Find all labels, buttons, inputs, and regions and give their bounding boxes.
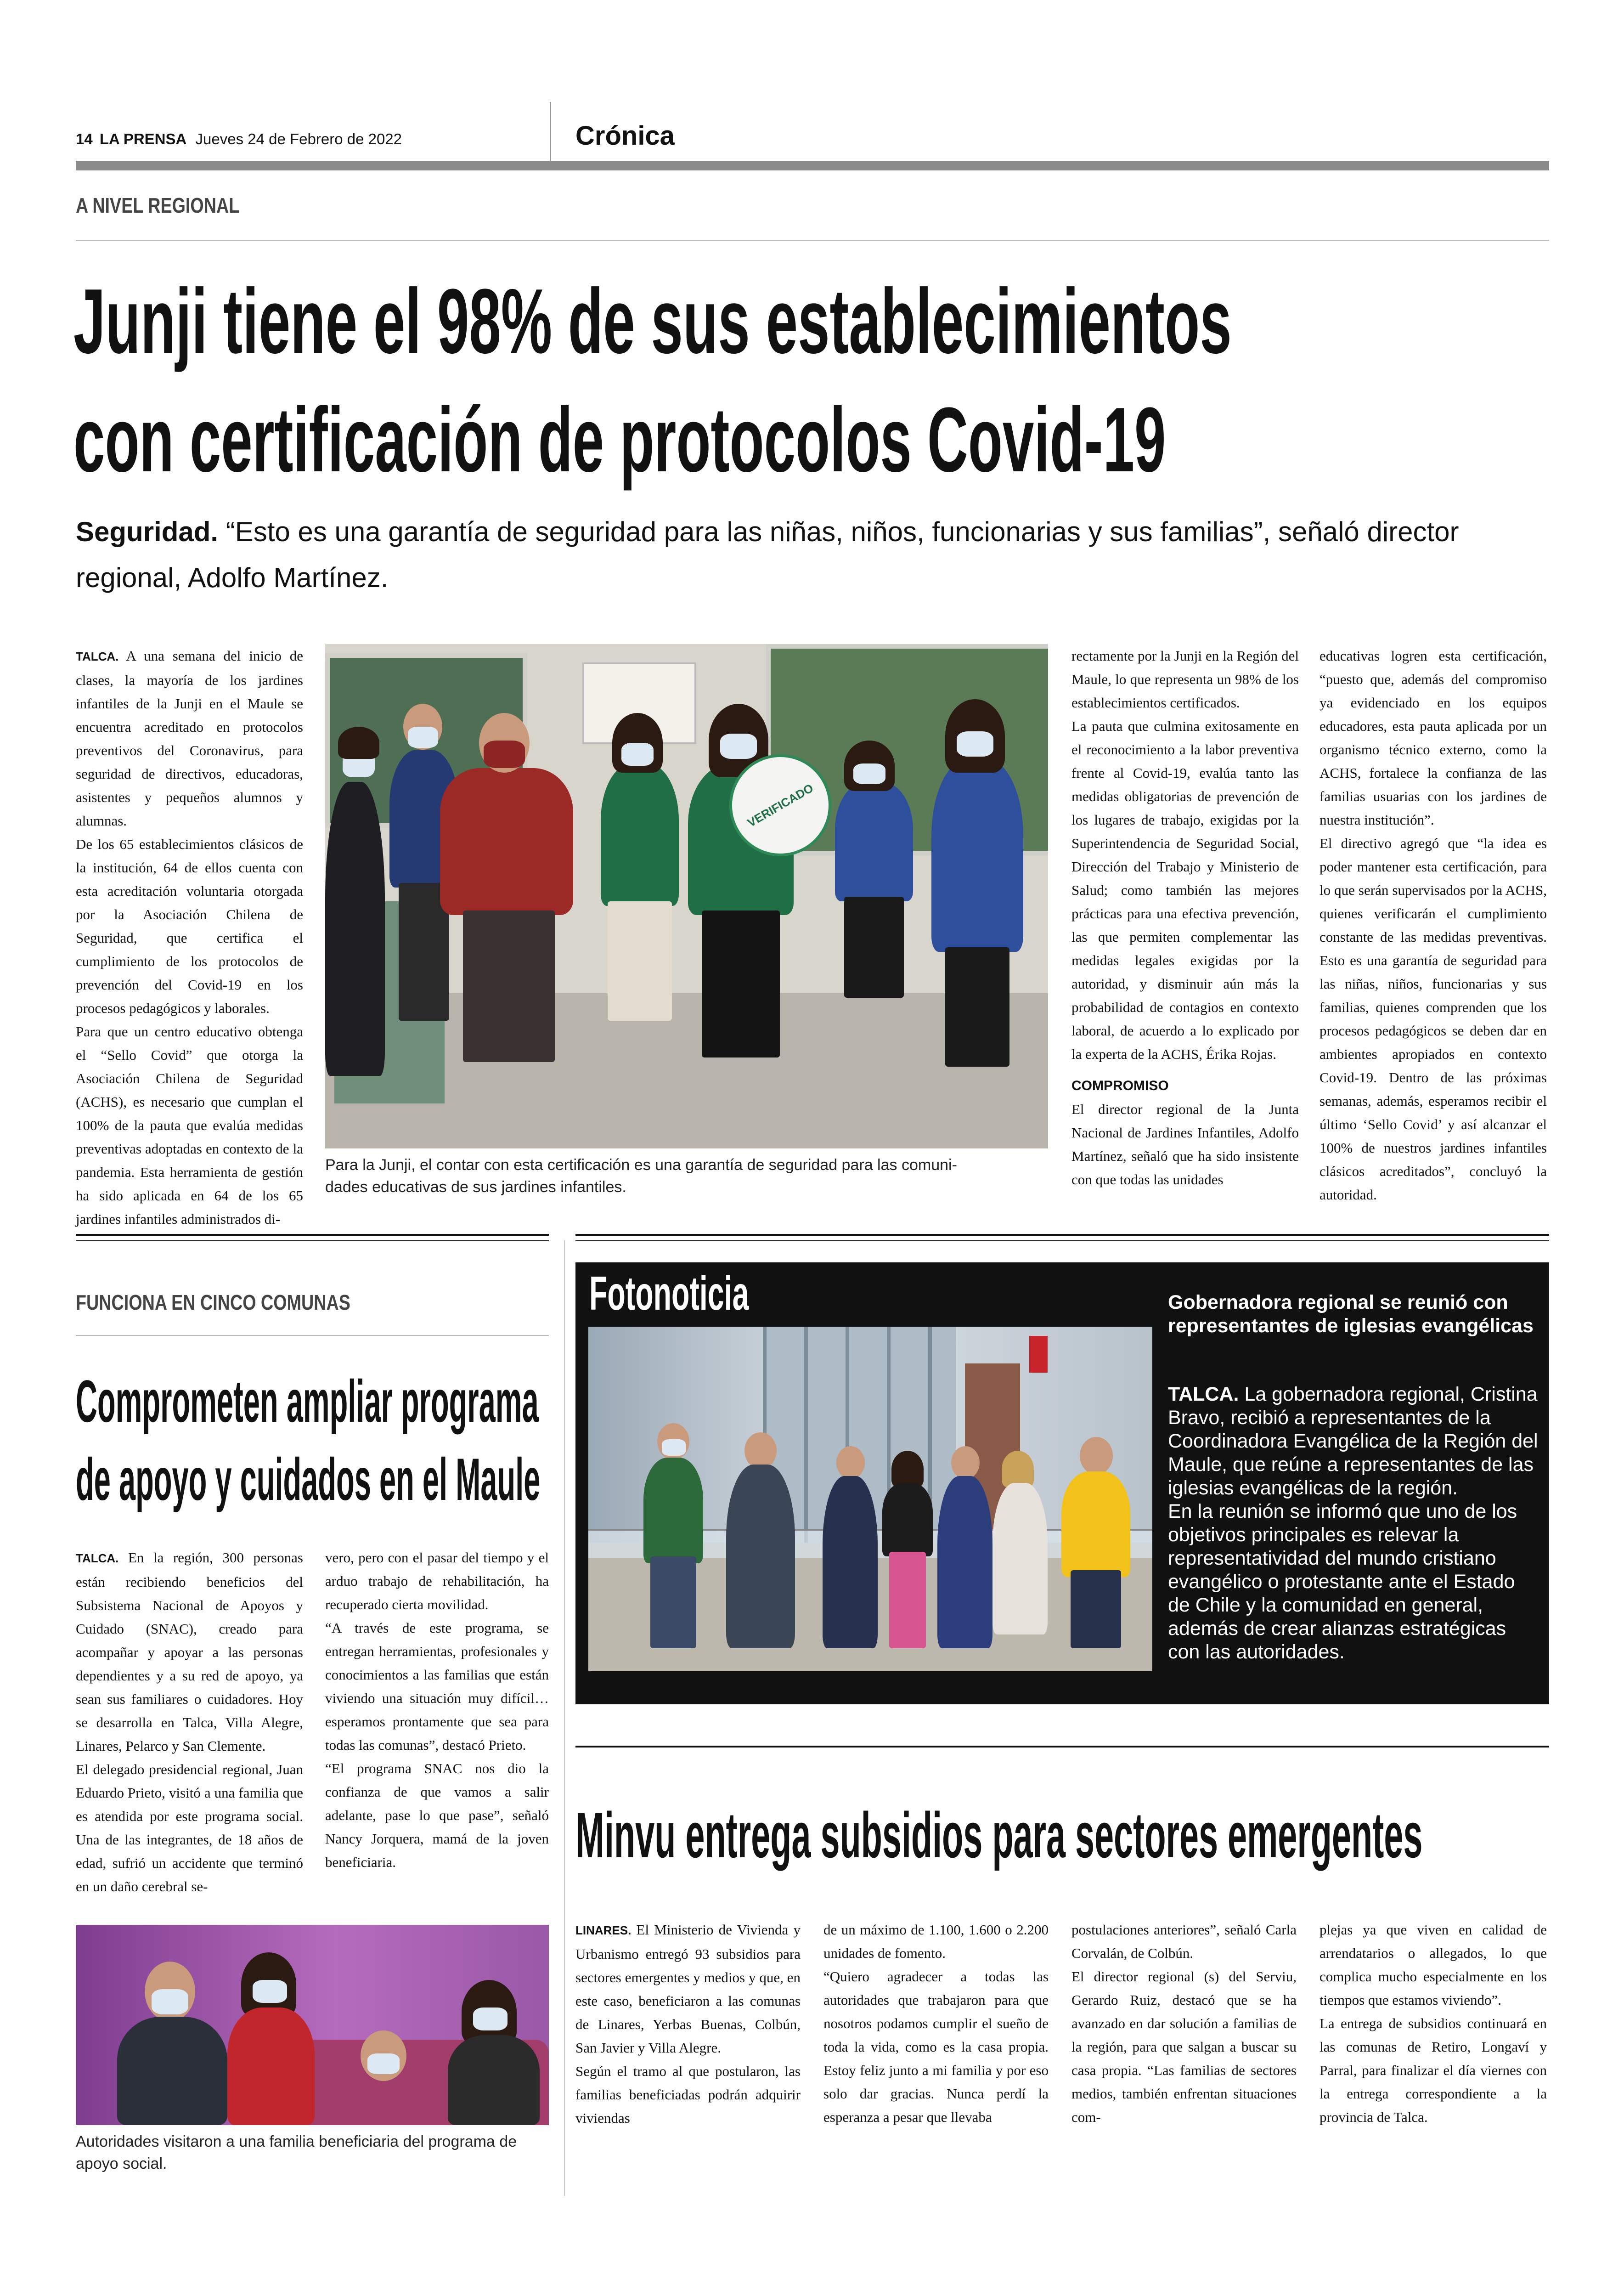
fn-person-2: [726, 1465, 795, 1648]
fotonoticia-box: [575, 1262, 1549, 1704]
paper-name: LA PRENSA: [99, 130, 187, 147]
person-6: [835, 782, 913, 901]
minvu-col-4: [1320, 1918, 1547, 2129]
header-divider: [550, 102, 551, 162]
fn-head-2: [744, 1432, 777, 1469]
mask-6: [853, 763, 885, 784]
section-name: Crónica: [575, 121, 675, 151]
fn-person-4: [882, 1483, 933, 1556]
minvu-col3-p2: El director regional (s) del Serviu, Gerardo Ruiz, destacó que se ha avanzado en dar solución a familias de la región, para que salgan a buscar su casa propia. “Las familias de sectores medios, también enfrentan situaciones com-: [1071, 1968, 1297, 2125]
fn-person-6: [992, 1483, 1048, 1634]
person-5-legs: [702, 910, 780, 1058]
caption-line-1: Para la Junji, el contar con esta certificación es una garantía de seguridad para las comuni-: [325, 1156, 957, 1174]
main-col1-p1: [76, 644, 303, 832]
mask-3: [484, 741, 525, 768]
fn-hair-6: [1002, 1451, 1034, 1487]
person-4: [601, 763, 679, 906]
main-col1-p3: Para que un centro educativo obtenga el “Sello Covid” que otorga la Asociación Chilena de Seguridad (ACHS), es necesario que cumplan el 100% de la pauta que evalúa medidas preventivas adoptadas en contexto de la pandemia. Esta herramienta de gestión ha sido aplicada en 64 de los 65 jardines infantiles administrados di-: [76, 1024, 303, 1227]
left-headline-line1: Comprometen ampliar programa: [76, 1368, 539, 1435]
fn-person-5: [937, 1476, 992, 1648]
left-col2-p1: vero, pero con el pasar del tiempo y el arduo trabajo de rehabilitación, ha recuperado cierta movilidad.: [325, 1549, 549, 1612]
left-col1-p2: El delegado presidencial regional, Juan Eduardo Prieto, visitó a una familia que es atendida por este programa social. Una de las integrantes, de 18 años de edad, sufrió un accidente que terminó en un daño cerebral se-: [76, 1761, 303, 1894]
compromiso-subhead: COMPROMISO: [1071, 1078, 1169, 1093]
lower-right-double-rule: [575, 1234, 1549, 1236]
fn-person-1: [643, 1458, 703, 1563]
fn-person-7: [1061, 1471, 1130, 1577]
fotonoticia-photo: [588, 1327, 1152, 1671]
minvu-col-3: [1071, 1918, 1297, 2129]
fn-mask-1: [662, 1439, 686, 1456]
left-headline-line2: de apoyo y cuidados en el Maule: [76, 1446, 541, 1513]
woman-red-jacket: [227, 2008, 315, 2125]
vertical-divider: [564, 1240, 565, 2196]
main-col2-p1: rectamente por la Junji en la Región del Maule, lo que representa un 98% de los establecimientos certificados.: [1071, 648, 1299, 711]
deck-label: Seguridad.: [76, 516, 219, 547]
issue-date: Jueves 24 de Febrero de 2022: [195, 130, 402, 147]
fn-person-7-legs: [1071, 1570, 1121, 1648]
fn-person-4-legs: [889, 1552, 926, 1648]
mask-7: [957, 731, 993, 757]
main-col1-p1-text: A una semana del inicio de clases, la mayoría de los jardines infantiles de la Junji en el Maule se encuentra acreditado en protocolos preventivos del Coronavirus, para seguridad de directivos, educadoras, asistentes y pequeños alumnos y alumnas.: [76, 648, 303, 829]
minvu-col4-p2: La entrega de subsidios continuará en las comunas de Retiro, Longaví y Parral, para finalizar el día viernes con la entrega correspondiente a la provincia de Talca.: [1320, 2015, 1547, 2125]
patient-mask: [367, 2053, 400, 2074]
fn-hair-4: [891, 1451, 924, 1487]
left-col2-p2: “A través de este programa, se entregan herramientas, profesionales y conocimientos a las familias que están viviendo una situación muy difícil… esperamos prontamente que sea para todas las comunas”, destacó Prieto.: [325, 1620, 549, 1753]
family-photo-caption: [76, 2131, 549, 2175]
verificado-text: VERIFICADO: [744, 780, 816, 830]
fotonoticia-dateline: TALCA.: [1168, 1383, 1239, 1405]
family-caption-line-2: apoyo social.: [76, 2155, 167, 2172]
fotonoticia-p2: En la reunión se informó que uno de los objetivos principales es relevar la representatividad del mundo cristiano evangélico o protestante ante el Estado de Chile y la comunidad en general, además de crear alianzas estratégicas con las autoridades.: [1168, 1500, 1517, 1663]
left-kicker: FUNCIONA EN CINCO COMUNAS: [76, 1290, 350, 1314]
left-col-1: [76, 1546, 303, 1898]
header-rule: [76, 161, 1549, 170]
mask-5: [720, 734, 757, 759]
minvu-top-rule: [575, 1746, 1549, 1747]
page-header: [76, 130, 402, 148]
main-col2-p2: La pauta que culmina exitosamente en el reconocimiento a la labor preventiva frente al Covid-19, evalúa tanto las medidas obligatorias de prevención de los lugares de trabajo, exigidas por la Superintendencia de Seguridad Social, Dirección del Trabajo y Ministerio de Salud; como también las mejores prácticas para una efectiva prevención, las que permiten complementar las medidas legales exigidas por la autoridad, y disminuir aún más la probabilidad de contagios en contexto laboral, de acuerdo a lo explicado por la experta de la ACHS, Érika Rojas.: [1071, 718, 1299, 1062]
verificado-badge: [729, 754, 831, 856]
fn-head-3: [836, 1446, 865, 1479]
minvu-col1-p1: [575, 1918, 801, 2059]
deck-line-2: regional, Adolfo Martínez.: [76, 562, 389, 593]
dateline: TALCA.: [76, 650, 119, 663]
mother-body: [448, 2035, 540, 2125]
minvu-col-2: [823, 1918, 1049, 2129]
mother-mask: [473, 2008, 508, 2030]
fn-head-7: [1080, 1437, 1113, 1475]
main-photo-caption: [325, 1154, 1048, 1198]
person-7-legs: [945, 947, 1009, 1067]
person-7: [931, 759, 1023, 952]
main-col1-p2: De los 65 establecimientos clásicos de la institución, 64 de ellos cuenta con esta acreditación voluntaria otorgada por la Asociación Chilena de Seguridad, que certifica el cumplimiento de los protocolos de prevención del Covid-19 en los procesos pedagógicos y laborales.: [76, 836, 303, 1016]
man-mask: [152, 1989, 188, 2014]
woman-mask: [253, 1980, 287, 2003]
person-3-legs: [463, 910, 555, 1062]
main-headline-line1: Junji tiene el 98% de sus establecimientos: [73, 270, 1232, 373]
main-col-1: [76, 644, 303, 1231]
main-kicker: A NIVEL REGIONAL: [76, 193, 240, 217]
left-kicker-rule: [76, 1335, 549, 1336]
main-col-3: [1320, 644, 1547, 1206]
family-visit-photo: [76, 1925, 549, 2125]
hair-1: [338, 727, 379, 759]
fn-person-3: [823, 1476, 878, 1648]
fn-person-1-legs: [650, 1556, 696, 1648]
family-caption-line-1: Autoridades visitaron a una familia beneficiaria del programa de: [76, 2133, 517, 2150]
fotonoticia-p1-text: La gobernadora regional, Cristina Bravo, recibió a representantes de la Coordinadora Evangélica de la Región del Maule, que reúne a representantes de las iglesias evangélicas de la región.: [1168, 1383, 1538, 1499]
person-6-legs: [844, 897, 904, 998]
minvu-col4-p1: plejas ya que viven en calidad de arrendatarios o allegados, lo que complica mucho especialmente en los tiempos que estamos viviendo”.: [1320, 1922, 1547, 2008]
main-photo: [325, 644, 1048, 1148]
fotonoticia-p1: [1168, 1383, 1538, 1500]
minvu-dateline: LINARES.: [575, 1923, 632, 1937]
left-col1-p1: [76, 1546, 303, 1758]
lower-left-double-rule: [76, 1234, 549, 1236]
mask-4: [621, 743, 654, 766]
minvu-headline: Minvu entrega subsidios para sectores emergentes: [575, 1799, 1423, 1871]
fn-head-5: [951, 1446, 980, 1479]
man-body: [117, 2017, 227, 2125]
minvu-col3-p1: postulaciones anteriores”, señaló Carla Corvalán, de Colbún.: [1071, 1922, 1297, 1961]
minvu-col2-p1: de un máximo de 1.100, 1.600 o 2.200 unidades de fomento.: [823, 1922, 1049, 1961]
main-col3-p1: educativas logren esta certificación, “puesto que, además del compromiso ya evidenciado en los equipos educadores, esta pauta aplicada por un organismo técnico externo, como la ACHS, fortalece la confianza de las familias usuarias con los jardines de nuestra institución”.: [1320, 648, 1547, 828]
fotonoticia-label: Fotonoticia: [589, 1267, 749, 1320]
fotonoticia-body: [1168, 1383, 1538, 1664]
main-col3-p2: El directivo agregó que “la idea es poder mantener esta certificación, para lo que serán supervisados por la ACHS, quienes verificarán el cumplimiento constante de las medidas preventivas. Esto es una garantía de seguridad para las niñas, niños, funcionarias y sus familias, quienes comprenden que los procesos pedagógicos se deben dar en ambientes apropiados en contexto Covid-19. Dentro de las próximas semanas, además, esperamos recibir el último ‘Sello Covid’ y así alcanzar el 100% de nuestros jardines infantiles clásicos acreditados”, concluyó la autoridad.: [1320, 835, 1547, 1203]
person-3-jacket: [440, 768, 573, 915]
deck-line-1: [76, 509, 1545, 555]
main-col-2: [1071, 644, 1299, 1191]
left-col2-p3: “El programa SNAC nos dio la confianza de que vamos a salir adelante, pase lo que pase”, señaló Nancy Jorquera, mamá de la joven beneficiaria.: [325, 1760, 549, 1870]
minvu-col1-p1-text: El Ministerio de Vivienda y Urbanismo entregó 93 subsidios para sectores emergentes y medios y que, en este caso, beneficiaron a las comunas de Linares, Yerbas Buenas, Colbún, San Javier y Villa Alegre.: [575, 1922, 801, 2056]
left-dateline: TALCA.: [76, 1551, 119, 1565]
mask-2: [408, 727, 438, 748]
lower-left-double-rule-2: [76, 1240, 549, 1241]
fotonoticia-title: Gobernadora regional se reunió con representantes de iglesias evangélicas: [1168, 1291, 1534, 1337]
left-col1-p1-text: En la región, 300 personas están recibiendo beneficios del Subsistema Nacional de Apoyos y Cuidado (SNAC), creado para acompañar y apoyar a las personas dependientes y a su red de apoyo, ya sean sus familiares o cuidadores. Hoy se desarrolla en Talca, Villa Alegre, Linares, Pelarco y San Clemente.: [76, 1549, 303, 1754]
person-1: [325, 782, 385, 1076]
main-col2-p3: El director regional de la Junta Nacional de Jardines Infantiles, Adolfo Martínez, señaló que ha sido insistente con que todas las unidades: [1071, 1101, 1299, 1188]
main-headline-line2: con certificación de protocolos Covid-19: [73, 389, 1166, 491]
left-col-2: [325, 1546, 549, 1874]
person-4-legs: [608, 901, 672, 1021]
main-deck: [76, 509, 1545, 601]
deck-text-1: “Esto es una garantía de seguridad para las niñas, niños, funcionarias y sus familias”, señaló director: [226, 516, 1459, 547]
flag: [1029, 1336, 1048, 1373]
minvu-col2-p2: “Quiero agradecer a todas las autoridades que trabajaron para que nosotros podamos cumplir el sueño de toda la vida, como es la casa propia. Estoy feliz junto a mi familia y por eso solo dar gracias. Nunca perdí la esperanza a pesar que llevaba: [823, 1968, 1049, 2125]
lower-right-double-rule-2: [575, 1240, 1549, 1241]
kicker-rule: [76, 240, 1549, 241]
page-number: 14: [76, 130, 93, 147]
minvu-col-1: [575, 1918, 801, 2130]
minvu-col1-p2: Según el tramo al que postularon, las familias beneficiadas podrán adquirir viviendas: [575, 2063, 801, 2126]
caption-line-2: dades educativas de sus jardines infantiles.: [325, 1178, 626, 1196]
